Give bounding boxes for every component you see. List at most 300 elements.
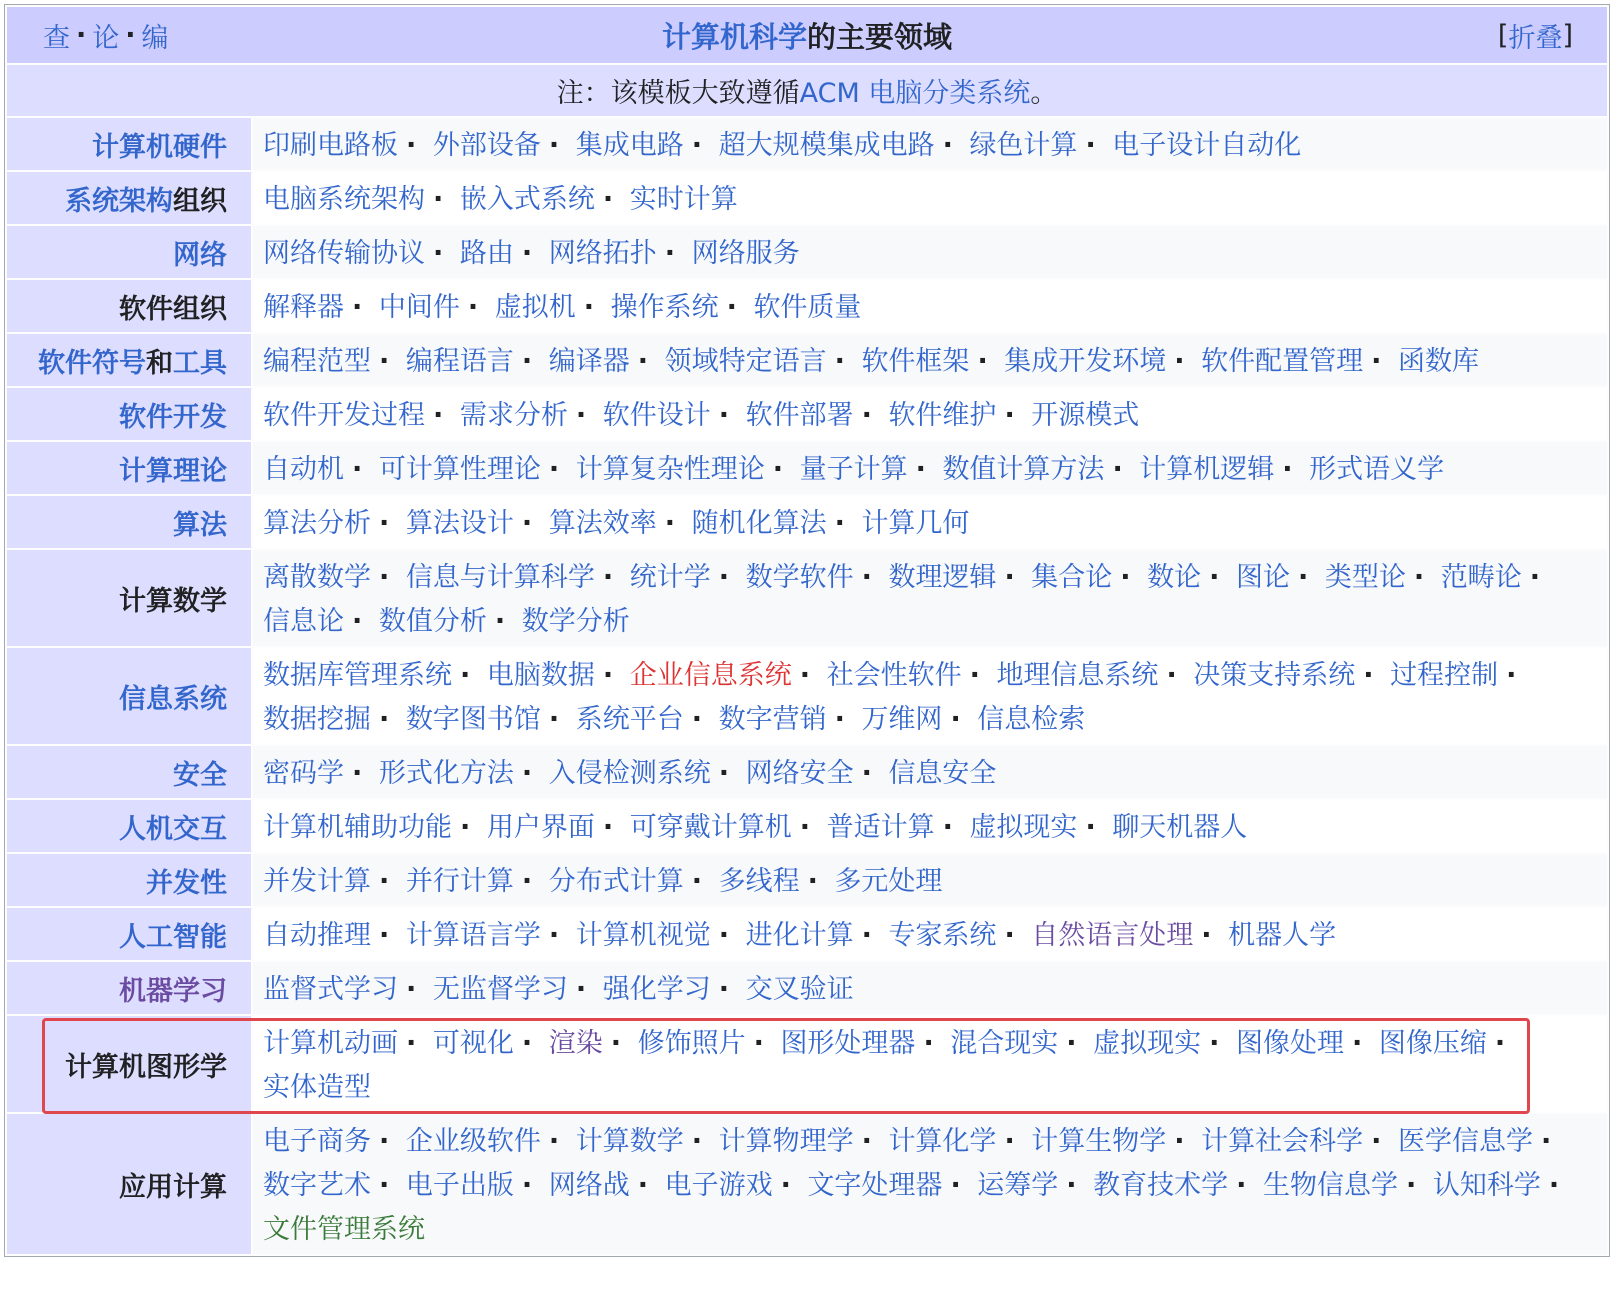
list-item-link[interactable]: 集合论 (1031, 562, 1113, 593)
group-text: 和 (146, 347, 173, 379)
list-item-link[interactable]: 形式化方法 (378, 758, 514, 789)
list-item-link[interactable]: 软件维护 (888, 400, 997, 431)
list-separator: · (950, 704, 961, 735)
list-separator: · (406, 1028, 417, 1059)
list-separator: · (718, 920, 729, 951)
group-link[interactable]: 信息系统 (119, 683, 227, 715)
list-item-link[interactable]: 电子商务 (263, 1126, 371, 1157)
group-link[interactable]: 算法 (173, 509, 227, 541)
list-item-link[interactable]: 进化计算 (745, 920, 854, 951)
list-separator: · (610, 1028, 621, 1059)
navbox-row (7, 550, 1607, 646)
list-item-link[interactable]: 路由 (459, 238, 514, 269)
list-item-link[interactable]: 并行计算 (405, 866, 514, 897)
navbox-row (7, 226, 1607, 278)
list-item-link[interactable]: 电脑系统架构 (263, 184, 425, 215)
list-separator: · (467, 292, 479, 323)
list-item-link[interactable]: 图论 (1236, 562, 1291, 593)
group-list (253, 800, 1607, 852)
list-item-link[interactable]: 文字处理器 (807, 1170, 943, 1201)
list-item-link[interactable]: 算法设计 (405, 508, 514, 539)
view-link[interactable]: 查 (43, 22, 70, 54)
list-item-link[interactable]: 印刷电路板 (263, 130, 398, 161)
list-item-link[interactable]: 计算生物学 (1031, 1126, 1167, 1157)
list-item-link[interactable]: 编程语言 (405, 346, 514, 377)
list-item-link[interactable]: 运筹学 (977, 1170, 1059, 1201)
list-item-link[interactable]: 实时计算 (629, 184, 738, 215)
navbox-row (7, 496, 1607, 548)
list-item-link[interactable]: 计算语言学 (405, 920, 541, 951)
list-item-link[interactable]: 教育技术学 (1093, 1170, 1229, 1201)
list-item-link[interactable]: 电子设计自动化 (1112, 130, 1302, 161)
list-item-link[interactable]: 类型论 (1324, 562, 1406, 593)
list-item-link[interactable]: 可穿戴计算机 (629, 812, 792, 843)
list-separator: · (1282, 454, 1293, 485)
list-separator: · (548, 704, 560, 735)
navbox-row (7, 388, 1607, 440)
list-item-link[interactable]: 社会性软件 (826, 660, 962, 691)
list-item-link[interactable]: 软件开发过程 (263, 400, 425, 431)
group-label (7, 648, 251, 744)
list-separator: · (379, 508, 390, 539)
collapse-bracket: ] (1562, 19, 1573, 51)
list-item-link[interactable]: 数据库管理系统 (263, 660, 452, 691)
list-separator: · (379, 704, 390, 735)
list-separator: · (718, 974, 729, 1005)
group-list (253, 118, 1607, 170)
list-separator: · (799, 812, 810, 843)
group-label (7, 388, 251, 440)
group-link[interactable]: 人工智能 (119, 921, 227, 953)
list-item-link[interactable]: 医学信息学 (1398, 1126, 1534, 1157)
list-item-link[interactable]: 万维网 (861, 704, 943, 735)
list-separator: · (521, 1028, 533, 1059)
list-separator: · (861, 400, 872, 431)
list-item-link[interactable]: 数值计算方法 (942, 454, 1105, 485)
collapse-button[interactable]: 折叠 (1508, 22, 1563, 54)
list-separator: · (637, 346, 648, 377)
group-label (7, 908, 251, 960)
group-list (253, 746, 1607, 798)
list-separator: · (977, 346, 988, 377)
list-separator: · (521, 758, 533, 789)
list-separator: · (1112, 454, 1123, 485)
list-separator: · (575, 974, 587, 1005)
list-item-link[interactable]: 企业信息系统 (629, 660, 792, 691)
list-separator: · (1085, 812, 1096, 843)
list-item-link[interactable]: 监督式学习 (263, 974, 398, 1005)
title-rest: 的主要领域 (807, 19, 953, 54)
list-item-link[interactable]: 图像处理 (1236, 1028, 1345, 1059)
list-separator: · (521, 1170, 533, 1201)
group-list (253, 550, 1607, 646)
list-separator: · (548, 920, 560, 951)
list-item-link[interactable]: 外部设备 (432, 130, 541, 161)
list-item-link[interactable]: 中间件 (378, 292, 460, 323)
list-item-link[interactable]: 编译器 (548, 346, 630, 377)
list-separator: · (1352, 1028, 1363, 1059)
list-item-link[interactable]: 计算社会科学 (1201, 1126, 1364, 1157)
list-separator: · (1371, 1126, 1382, 1157)
list-item-link[interactable]: 软件部署 (745, 400, 854, 431)
list-item-link[interactable]: 分布式计算 (548, 866, 684, 897)
group-list (253, 442, 1607, 494)
list-item-link[interactable]: 编程范型 (263, 346, 371, 377)
list-separator: · (861, 758, 872, 789)
list-item-link[interactable]: 电脑数据 (486, 660, 595, 691)
list-separator: · (691, 866, 702, 897)
list-separator: · (1236, 1170, 1247, 1201)
list-separator: · (379, 1126, 390, 1157)
highlight-box (42, 1018, 1530, 1114)
group-link[interactable]: 计算机硬件 (92, 131, 227, 163)
vte-separator: · (76, 19, 87, 51)
list-item-link[interactable]: 多元处理 (834, 866, 943, 897)
list-item-link[interactable]: 数字图书馆 (405, 704, 541, 735)
list-item-link[interactable]: 领域特定语言 (664, 346, 827, 377)
list-separator: · (352, 606, 363, 637)
talk-link[interactable]: 论 (92, 22, 120, 54)
list-separator: · (780, 1170, 791, 1201)
list-item-link[interactable]: 网络服务 (691, 238, 800, 269)
list-separator: · (1066, 1028, 1077, 1059)
list-item-link[interactable]: 入侵检测系统 (548, 758, 711, 789)
list-item-link[interactable]: 数论 (1147, 562, 1202, 593)
list-item-link[interactable]: 操作系统 (610, 292, 719, 323)
list-separator: · (460, 812, 471, 843)
list-separator: · (942, 812, 953, 843)
list-item-link[interactable]: 系统平台 (575, 704, 684, 735)
group-link[interactable]: 软件符号 (38, 347, 146, 379)
list-item-link[interactable]: 数字艺术 (263, 1170, 371, 1201)
group-link[interactable]: 系统架构 (65, 185, 173, 217)
list-item-link[interactable]: 开源模式 (1031, 400, 1140, 431)
group-link[interactable]: 安全 (173, 759, 227, 791)
list-item-link[interactable]: 超大规模集成电路 (718, 130, 935, 161)
list-separator: · (521, 238, 533, 269)
group-list (253, 648, 1607, 744)
list-item-link[interactable]: 交叉验证 (745, 974, 854, 1005)
list-item-link[interactable]: 决策支持系统 (1193, 660, 1356, 691)
group-label (7, 442, 251, 494)
list-separator: · (1548, 1170, 1560, 1201)
list-separator: · (602, 660, 614, 691)
list-separator: · (923, 1028, 934, 1059)
list-separator: · (726, 292, 737, 323)
list-separator: · (834, 346, 845, 377)
list-separator: · (915, 454, 926, 485)
list-item-link[interactable]: 可视化 (432, 1028, 514, 1059)
list-separator: · (1004, 400, 1015, 431)
list-item-link[interactable]: 图像压缩 (1378, 1028, 1487, 1059)
list-item-link[interactable]: 网络传输协议 (263, 238, 425, 269)
group-label (7, 496, 251, 548)
list-item-link[interactable]: 地理信息系统 (996, 660, 1159, 691)
list-item-link[interactable]: 绿色计算 (969, 130, 1078, 161)
list-separator: · (1371, 346, 1382, 377)
group-list (253, 334, 1607, 386)
group-text: 计算数学 (119, 585, 227, 617)
list-separator: · (433, 400, 444, 431)
list-separator: · (1085, 130, 1096, 161)
list-item-link[interactable]: 电子出版 (405, 1170, 514, 1201)
group-list (253, 908, 1607, 960)
list-item-link[interactable]: 普适计算 (826, 812, 935, 843)
list-separator: · (406, 130, 417, 161)
list-item-link[interactable]: 认知科学 (1432, 1170, 1541, 1201)
collapse-bracket: [ (1497, 19, 1509, 51)
navbox-row (7, 800, 1607, 852)
list-item-link[interactable]: 计算机动画 (263, 1028, 398, 1059)
list-item-link[interactable]: 统计学 (629, 562, 711, 593)
list-item-link[interactable]: 企业级软件 (405, 1126, 541, 1157)
list-item-link[interactable]: 计算机视觉 (575, 920, 711, 951)
note-prefix: 注：该模板大致遵循 (556, 78, 800, 109)
list-separator: · (1406, 1170, 1417, 1201)
list-item-link[interactable]: 虚拟现实 (1093, 1028, 1202, 1059)
list-item-link[interactable]: 混合现实 (950, 1028, 1059, 1059)
navbox-row (7, 118, 1607, 170)
edit-link[interactable]: 编 (141, 22, 169, 54)
navbox-row (7, 908, 1607, 960)
list-separator: · (1541, 1126, 1552, 1157)
group-link[interactable]: 工具 (173, 347, 227, 379)
list-separator: · (691, 704, 702, 735)
list-item-link[interactable]: 计算化学 (888, 1126, 997, 1157)
list-separator: · (521, 346, 533, 377)
list-separator: · (1174, 1126, 1185, 1157)
list-separator: · (1201, 920, 1212, 951)
group-list (253, 280, 1607, 332)
list-item-link[interactable]: 函数库 (1398, 346, 1480, 377)
list-item-link[interactable]: 软件质量 (753, 292, 862, 323)
list-separator: · (772, 454, 783, 485)
list-separator: · (1506, 660, 1517, 691)
list-item-link[interactable]: 图形处理器 (780, 1028, 916, 1059)
list-item-link[interactable]: 集成电路 (575, 130, 684, 161)
vte-separator: · (125, 19, 136, 51)
list-item-link[interactable]: 算法效率 (548, 508, 657, 539)
list-item-link[interactable]: 数值分析 (378, 606, 487, 637)
list-item-link[interactable]: 强化学习 (602, 974, 711, 1005)
group-link[interactable]: 并发性 (146, 867, 227, 899)
list-separator: · (379, 562, 390, 593)
list-item-link[interactable]: 软件配置管理 (1201, 346, 1364, 377)
acm-classification-link[interactable]: ACM 电脑分类系统 (799, 78, 1031, 109)
list-separator: · (602, 184, 614, 215)
list-item-link[interactable]: 需求分析 (459, 400, 568, 431)
list-item-link[interactable]: 并发计算 (263, 866, 371, 897)
list-separator: · (521, 508, 533, 539)
list-item-link[interactable]: 虚拟现实 (969, 812, 1078, 843)
list-item-link[interactable]: 离散数学 (263, 562, 371, 593)
list-item-link[interactable]: 实体造型 (263, 1072, 371, 1103)
group-list (253, 854, 1607, 906)
list-separator: · (1209, 1028, 1220, 1059)
list-separator: · (753, 1028, 764, 1059)
list-item-link[interactable]: 专家系统 (888, 920, 997, 951)
group-label (7, 280, 251, 332)
navbox-row (7, 648, 1607, 744)
list-separator: · (575, 400, 587, 431)
list-separator: · (637, 1170, 648, 1201)
group-list (253, 388, 1607, 440)
group-label (7, 800, 251, 852)
group-list (253, 172, 1607, 224)
list-item-link[interactable]: 范畴论 (1440, 562, 1522, 593)
list-item-link[interactable]: 软件设计 (602, 400, 711, 431)
list-item-link[interactable]: 密码学 (263, 758, 344, 789)
list-separator: · (664, 238, 675, 269)
group-text: 组织 (173, 185, 227, 217)
list-separator: · (602, 562, 614, 593)
list-item-link[interactable]: 随机化算法 (691, 508, 827, 539)
navbox-row (7, 172, 1607, 224)
list-item-link[interactable]: 渲染 (548, 1028, 603, 1059)
group-list (253, 1114, 1607, 1254)
list-item-link[interactable]: 解释器 (263, 292, 344, 323)
list-separator: · (1174, 346, 1185, 377)
list-item-link[interactable]: 数据挖掘 (263, 704, 371, 735)
list-item-link[interactable]: 网络安全 (745, 758, 854, 789)
list-separator: · (1004, 562, 1015, 593)
group-label (7, 746, 251, 798)
list-separator: · (942, 130, 953, 161)
navbox-row (7, 962, 1607, 1014)
group-list (253, 962, 1607, 1014)
list-item-link[interactable]: 计算复杂性理论 (575, 454, 765, 485)
list-item-link[interactable]: 文件管理系统 (263, 1214, 425, 1245)
list-separator: · (664, 508, 675, 539)
list-item-link[interactable]: 无监督学习 (432, 974, 568, 1005)
list-separator: · (691, 130, 702, 161)
list-item-link[interactable]: 计算数学 (575, 1126, 684, 1157)
list-item-link[interactable]: 修饰照片 (637, 1028, 746, 1059)
list-separator: · (718, 758, 729, 789)
group-link[interactable]: 人机交互 (119, 813, 227, 845)
navbox-row (7, 1114, 1607, 1254)
list-item-link[interactable]: 自然语言处理 (1031, 920, 1194, 951)
list-item-link[interactable]: 算法分析 (263, 508, 371, 539)
list-separator: · (799, 660, 810, 691)
list-item-link[interactable]: 网络拓扑 (548, 238, 657, 269)
list-separator: · (834, 704, 845, 735)
list-separator: · (460, 660, 471, 691)
list-item-link[interactable]: 信息论 (263, 606, 344, 637)
list-item-link[interactable]: 计算物理学 (718, 1126, 854, 1157)
group-text: 软件组织 (119, 293, 227, 325)
list-separator: · (379, 1170, 390, 1201)
title-link[interactable]: 计算机科学 (661, 19, 807, 54)
navbox-title-bar (7, 7, 1607, 63)
list-item-link[interactable]: 信息检索 (977, 704, 1086, 735)
list-item-link[interactable]: 量子计算 (799, 454, 908, 485)
list-item-link[interactable]: 可计算性理论 (378, 454, 541, 485)
list-item-link[interactable]: 生物信息学 (1263, 1170, 1399, 1201)
list-item-link[interactable]: 聊天机器人 (1112, 812, 1248, 843)
list-item-link[interactable]: 数学分析 (521, 606, 630, 637)
list-item-link[interactable]: 用户界面 (486, 812, 595, 843)
list-separator: · (1413, 562, 1425, 593)
list-item-link[interactable]: 机器人学 (1228, 920, 1337, 951)
list-separator: · (950, 1170, 961, 1201)
group-label (7, 962, 251, 1014)
list-item-link[interactable]: 形式语义学 (1309, 454, 1445, 485)
list-item-link[interactable]: 多线程 (718, 866, 800, 897)
list-separator: · (433, 184, 444, 215)
group-link[interactable]: 计算理论 (119, 455, 227, 487)
list-separator: · (1166, 660, 1177, 691)
group-text: 计算机图形学 (65, 1051, 227, 1083)
list-item-link[interactable]: 自动机 (263, 454, 344, 485)
list-separator: · (1363, 660, 1374, 691)
group-label (7, 118, 251, 170)
group-list (253, 226, 1607, 278)
list-item-link[interactable]: 嵌入式系统 (459, 184, 595, 215)
list-item-link[interactable]: 数学软件 (745, 562, 854, 593)
navbox-row (7, 854, 1607, 906)
group-link[interactable]: 机器学习 (119, 975, 227, 1007)
list-item-link[interactable]: 电子游戏 (664, 1170, 773, 1201)
list-separator: · (1066, 1170, 1077, 1201)
list-separator: · (548, 130, 560, 161)
group-list (253, 496, 1607, 548)
list-separator: · (406, 974, 417, 1005)
list-separator: · (583, 292, 594, 323)
list-separator: · (494, 606, 506, 637)
list-separator: · (807, 866, 818, 897)
list-item-link[interactable]: 计算几何 (861, 508, 970, 539)
group-link[interactable]: 网络 (173, 239, 227, 271)
vte-links (43, 7, 169, 63)
group-label (7, 334, 251, 386)
list-separator: · (1004, 920, 1015, 951)
list-item-link[interactable]: 计算机逻辑 (1139, 454, 1275, 485)
list-separator: · (352, 292, 363, 323)
list-separator: · (718, 562, 729, 593)
list-item-link[interactable]: 过程控制 (1390, 660, 1499, 691)
navbox-row (7, 442, 1607, 494)
list-separator: · (861, 1126, 872, 1157)
list-item-link[interactable]: 信息安全 (888, 758, 997, 789)
list-separator: · (718, 400, 729, 431)
list-separator: · (691, 1126, 702, 1157)
list-separator: · (1004, 1126, 1015, 1157)
list-separator: · (1120, 562, 1131, 593)
list-item-link[interactable]: 数字营销 (718, 704, 827, 735)
list-item-link[interactable]: 数理逻辑 (888, 562, 997, 593)
group-label (7, 1114, 251, 1254)
list-separator: · (352, 454, 363, 485)
collapse-toggle[interactable] (1498, 7, 1573, 63)
list-item-link[interactable]: 网络战 (548, 1170, 630, 1201)
list-item-link[interactable]: 虚拟机 (494, 292, 576, 323)
group-label (7, 226, 251, 278)
list-separator: · (834, 508, 845, 539)
list-item-link[interactable]: 软件框架 (861, 346, 970, 377)
list-separator: · (1209, 562, 1220, 593)
note-suffix: 。 (1030, 78, 1058, 109)
list-separator: · (861, 562, 872, 593)
list-item-link[interactable]: 信息与计算科学 (405, 562, 595, 593)
group-link[interactable]: 软件开发 (119, 401, 227, 433)
list-separator: · (548, 1126, 560, 1157)
list-item-link[interactable]: 自动推理 (263, 920, 371, 951)
list-item-link[interactable]: 集成开发环境 (1004, 346, 1167, 377)
list-separator: · (433, 238, 444, 269)
list-item-link[interactable]: 计算机辅助功能 (263, 812, 452, 843)
list-separator: · (1494, 1028, 1506, 1059)
